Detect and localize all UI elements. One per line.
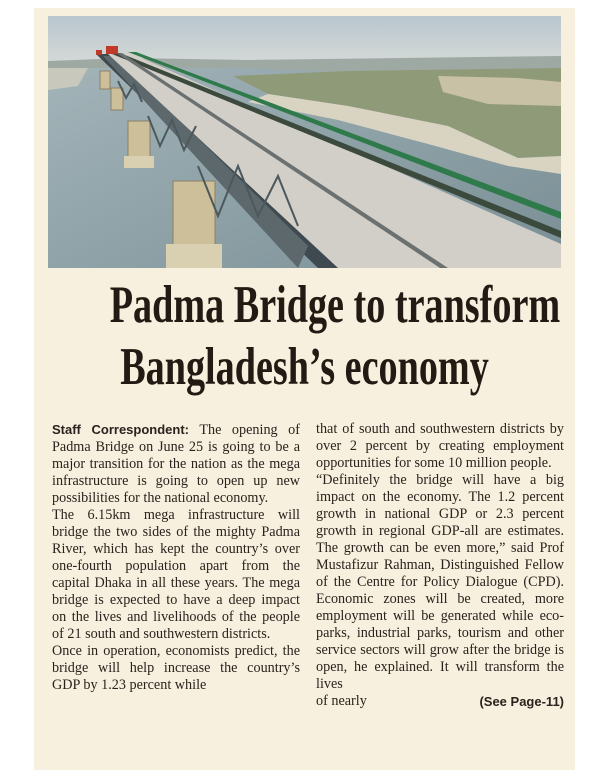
headline [109, 274, 561, 398]
continued-reference: (See Page-11) [479, 694, 564, 709]
final-line [316, 693, 564, 710]
headline-line-1: Padma Bridge to transform [109, 276, 561, 334]
paragraph: The 6.15km mega infrastructure will bridge the two sides of the mighty Padma River, which has kept the country’s over one-fourth population apart from the capital Dhaka in all these years. The mega bridge is expected to have a deep impact on the lives and livelihoods of the people of 21 south and southwestern districts. [52, 507, 300, 642]
paragraph: Once in operation, economists predict, the bridge will help increase the country’s GDP by 1.23 percent while [52, 643, 300, 693]
paragraph [52, 421, 300, 507]
article-body [52, 421, 564, 766]
newspaper-clipping [34, 8, 575, 770]
paragraph-text: The opening of Padma Bridge on June 25 is going to be a major transition for the nation as the mega infrastructure is going to open up new possibilities for the national economy. [52, 422, 300, 506]
article-column-left [52, 421, 300, 694]
paragraph-text: of nearly [316, 693, 367, 709]
article-column-right [316, 421, 564, 710]
headline-line-2: Bangladesh’s economy [120, 338, 489, 396]
paragraph: “Definitely the bridge will have a big impact on the economy. The 1.2 percent growth in national GDP or 2.3 percent growth in regional GDP-all are estimates. The growth can be even more,” said Prof Mustafizur Rahman, Distinguished Fellow of the Centre for Policy Dialogue (CPD). Economic zones will be created, more employment will be generated while eco-parks, industrial parks, tourism and other service sectors will grow after the bridge is open, he explained. It will transform the lives [316, 472, 564, 692]
byline: Staff Correspondent: [52, 422, 190, 437]
paragraph: that of south and southwestern districts by over 2 percent by creating employment opportunities for some 10 million people. [316, 421, 564, 471]
padma-bridge-photo [48, 16, 561, 268]
